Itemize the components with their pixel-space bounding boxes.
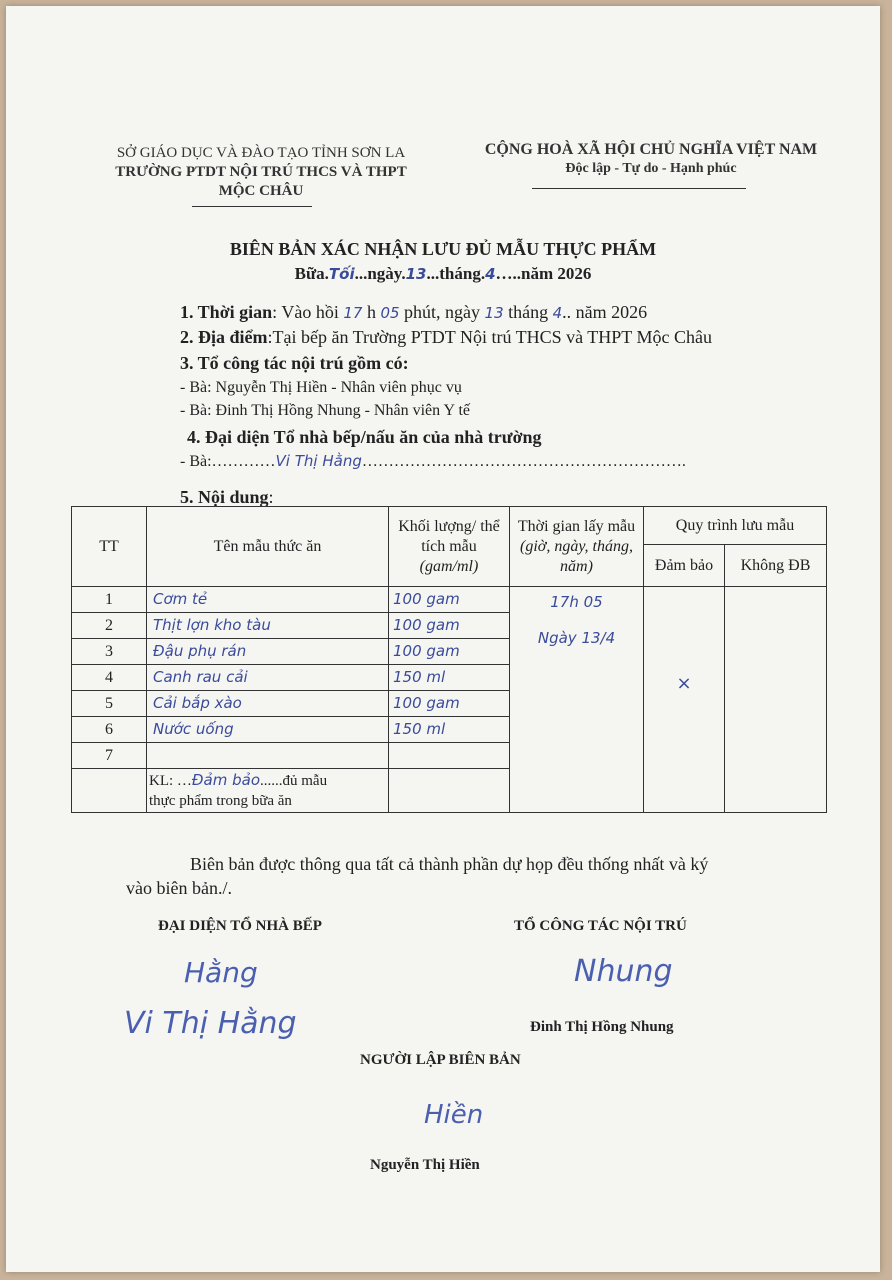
team-member-1: - Bà: Nguyễn Thị Hiền - Nhân viên phục vụ [180,379,462,396]
header-left [76,144,446,201]
section-time [180,302,647,323]
section-location-label: 2. Địa điểm [180,327,268,347]
ok-mark: × [676,673,692,694]
meal-label: Bữa. [294,264,329,283]
kitchen-signature: Hằng [184,956,258,989]
day-number: 13 [484,304,504,322]
conclusion-empty-tt [72,769,147,813]
food-name [147,587,389,613]
section-kitchen-label: 4. Đại diện Tổ nhà bếp/nấu ăn của nhà trường [187,427,542,447]
food-weight [389,665,510,691]
kl-value: Đảm bảo [191,771,261,789]
food-weight [389,639,510,665]
food-weight [389,717,510,743]
minute-value: 05 [380,304,400,322]
header-time-unit: (giờ, ngày, tháng, năm) [520,537,633,575]
food-name [147,665,389,691]
food-name [147,691,389,717]
row-number: 5 [72,691,147,717]
header-right [446,140,856,178]
kitchen-representative [180,452,686,471]
team-title: TỔ CÔNG TÁC NỘI TRÚ [514,918,687,934]
sample-time-cell [510,587,644,813]
writer-signature: Hiền [424,1100,484,1130]
section-time-text-d: tháng [503,302,553,322]
header-tt: TT [72,507,147,587]
row-number: 3 [72,639,147,665]
day-label: ...ngày. [354,264,406,283]
country-name: CỘNG HOÀ XÃ HỘI CHỦ NGHĨA VIỆT NAM [484,141,818,158]
food-name-text: Canh rau cải [153,668,248,686]
row-number: 1 [72,587,147,613]
ok-cell [644,587,725,813]
section-location [180,327,712,348]
food-weight-text: 100 gam [393,642,460,660]
header-process: Quy trình lưu mẫu [644,507,827,545]
food-weight-text: 100 gam [393,694,460,712]
food-sample-table [71,506,827,813]
food-name-text: Thịt lợn kho tàu [153,616,271,634]
header-time-text: Thời gian lấy mẫu [517,517,636,535]
row-number: 2 [72,613,147,639]
month-label: ...tháng. [426,264,486,283]
kl-suffix: ......đủ mẫu [260,773,328,789]
team-member-name: Đinh Thị Hồng Nhung [530,1019,674,1035]
writer-title: NGƯỜI LẬP BIÊN BẢN [360,1052,521,1068]
team-signature: Nhung [574,954,673,989]
section-location-text: :Tại bếp ăn Trường PTDT Nội trú THCS và THPT Mộc Châu [267,327,712,347]
section-content [180,487,274,508]
food-name-text: Cơm tẻ [153,590,208,608]
month-value: 4 [485,265,496,283]
sample-time: 17h 05 [550,593,603,611]
row-number: 6 [72,717,147,743]
header-weight-unit: (gam/ml) [419,557,479,575]
header-food-name: Tên mẫu thức ăn [147,507,389,587]
header-weight-text: Khối lượng/ thể tích mẫu [398,517,500,555]
section-content-colon: : [268,487,274,507]
day-value: 13 [405,265,427,283]
section-time-text-c: phút, ngày [399,302,485,322]
kitchen-rep-title: ĐẠI DIỆN TỔ NHÀ BẾP [158,918,322,934]
kitchen-signature-name: Vi Thị Hằng [124,1006,297,1041]
meal-date-line [6,264,880,284]
section-time-text-e: .. năm 2026 [562,302,648,322]
motto-underline [532,188,746,189]
closing-line-1: Biên bản được thông qua tất cả thành phần dự họp đều thống nhất và ký [190,854,709,874]
food-name [147,639,389,665]
conclusion-empty-weight [389,769,510,813]
header-left-underline [192,206,312,207]
conclusion-cell [147,769,389,813]
not-ok-cell [725,587,827,813]
school-name: TRƯỜNG PTDT NỘI TRÚ THCS VÀ THPT [115,164,407,180]
header-not-ok: Không ĐB [725,545,827,587]
motto: Độc lập - Tự do - Hạnh phúc [565,161,737,176]
team-member-2: - Bà: Đinh Thị Hồng Nhung - Nhân viên Y tế [180,402,471,419]
row-number: 7 [72,743,147,769]
food-weight-text: 150 ml [393,720,446,738]
kl-line-2: thực phẩm trong bữa ăn [149,793,292,809]
header-weight [389,507,510,587]
kitchen-rep-suffix: ……………………………………………………. [361,453,686,470]
meal-value: Tối [328,265,355,283]
writer-name: Nguyễn Thị Hiền [370,1157,480,1173]
section-team-label: 3. Tổ công tác nội trú gồm có: [180,353,409,373]
header-time [510,507,644,587]
hour-value: 17 [343,304,363,322]
food-weight [389,691,510,717]
sample-date: Ngày 13/4 [537,629,616,647]
food-weight-text: 100 gam [393,616,460,634]
kitchen-rep-name: Vi Thị Hằng [275,452,362,470]
food-name-text: Đậu phụ rán [153,642,247,660]
food-weight-text: 150 ml [393,668,446,686]
month-number: 4 [552,304,563,322]
food-name [147,717,389,743]
section-content-label: 5. Nội dung [180,487,269,507]
school-location: MỘC CHÂU [218,183,304,199]
food-weight [389,743,510,769]
food-name-text: Nước uống [153,720,234,738]
food-weight [389,587,510,613]
section-time-label: 1. Thời gian [180,302,273,322]
table-row [72,587,827,613]
kitchen-rep-prefix: - Bà:………… [180,453,276,470]
row-number: 4 [72,665,147,691]
food-name-text: Cải bắp xào [153,694,242,712]
document-title: BIÊN BẢN XÁC NHẬN LƯU ĐỦ MẪU THỰC PHẨM [229,239,657,259]
closing-line-2: vào biên bản./. [126,878,232,898]
year-label: …..năm 2026 [495,264,592,283]
food-name [147,743,389,769]
header-ok: Đảm bảo [644,545,725,587]
document-page [6,6,880,1272]
food-name [147,613,389,639]
kl-prefix: KL: … [149,773,192,789]
section-time-text-a: : Vào hồi [272,302,344,322]
department-name: SỞ GIÁO DỤC VÀ ĐÀO TẠO TỈNH SƠN LA [116,145,406,161]
food-weight [389,613,510,639]
section-time-text-b: h [362,302,381,322]
food-weight-text: 100 gam [393,590,460,608]
